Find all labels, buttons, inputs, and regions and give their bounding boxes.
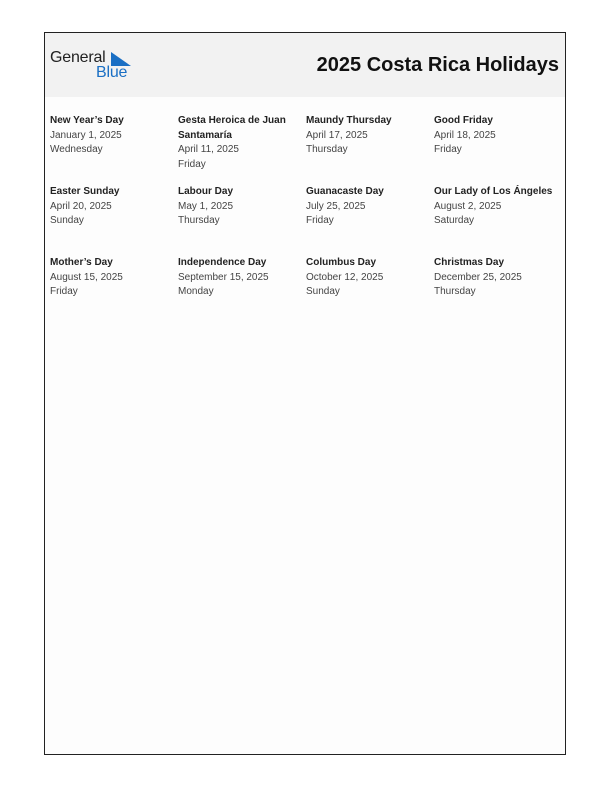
holiday-name: Maundy Thursday: [306, 115, 392, 126]
holiday-date: April 18, 2025: [434, 129, 496, 141]
holiday-name: Guanacaste Day: [306, 186, 384, 197]
holiday-weekday: Thursday: [434, 286, 476, 297]
holiday-name: Our Lady of Los Ángeles: [434, 186, 553, 197]
logo-blue-text: Blue: [96, 64, 128, 81]
holiday-date: October 12, 2025: [306, 271, 384, 283]
page-title: 2025 Costa Rica Holidays: [316, 54, 559, 76]
holiday-date: April 11, 2025: [178, 144, 239, 155]
holiday-date: April 17, 2025: [306, 129, 368, 141]
holiday-row: [50, 256, 562, 327]
holiday-name: New Year’s Day: [50, 115, 124, 126]
holiday-date: August 15, 2025: [50, 271, 123, 283]
holiday-name: Independence Day: [178, 257, 267, 268]
holiday-name: Good Friday: [434, 115, 493, 126]
holiday-item: [178, 256, 306, 327]
holiday-date: January 1, 2025: [50, 129, 122, 141]
holiday-weekday: Saturday: [434, 215, 475, 226]
holiday-name: Labour Day: [178, 186, 234, 197]
logo-general-text: General: [50, 49, 106, 66]
holiday-weekday: Friday: [306, 215, 334, 226]
holiday-date: August 2, 2025: [434, 200, 502, 212]
holiday-item: [306, 185, 434, 256]
holiday-name: Christmas Day: [434, 257, 505, 268]
holiday-name: Gesta Heroica de Juan Santamaría: [178, 115, 286, 141]
holiday-weekday: Sunday: [306, 286, 340, 297]
header-band: [45, 33, 565, 97]
holiday-item: [178, 185, 306, 256]
calendar-page: [44, 32, 566, 755]
holiday-weekday: Monday: [178, 286, 214, 297]
holiday-date: September 15, 2025: [178, 271, 269, 283]
holiday-date: May 1, 2025: [178, 200, 234, 212]
holiday-item: [178, 114, 306, 185]
holiday-name: Easter Sunday: [50, 186, 120, 197]
holiday-item: [50, 185, 178, 256]
holiday-weekday: Thursday: [178, 215, 220, 226]
holiday-weekday: Friday: [434, 144, 462, 155]
holiday-item: [306, 114, 434, 185]
holiday-item: [306, 256, 434, 327]
holiday-date: July 25, 2025: [306, 200, 366, 212]
holiday-item: [50, 114, 178, 185]
holiday-date: April 20, 2025: [50, 200, 112, 212]
holiday-name: Columbus Day: [306, 257, 377, 268]
holiday-item: [434, 256, 562, 327]
holiday-weekday: Wednesday: [50, 144, 103, 155]
holiday-date: December 25, 2025: [434, 271, 522, 283]
generalblue-logo: [50, 48, 140, 82]
holiday-weekday: Friday: [50, 286, 78, 297]
holiday-item: [50, 256, 178, 327]
holiday-item: [434, 114, 562, 185]
holiday-row: [50, 114, 562, 185]
holiday-name: Mother’s Day: [50, 257, 113, 268]
holiday-weekday: Friday: [178, 158, 206, 170]
holiday-row: [50, 185, 562, 256]
holiday-weekday: Sunday: [50, 215, 84, 226]
holiday-item: [434, 185, 562, 256]
holiday-weekday: Thursday: [306, 144, 348, 155]
holiday-grid: [50, 114, 562, 327]
